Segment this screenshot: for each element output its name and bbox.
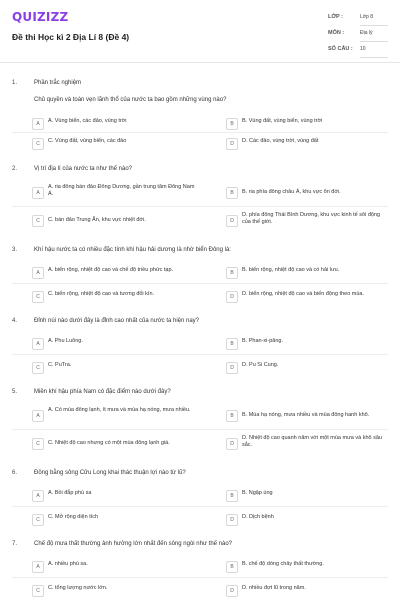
option-text: B. ria phía đông châu Á, khu vực ôn đới. (242, 189, 341, 195)
meta-label: LỚP : (328, 14, 343, 20)
question-text: Vị trí địa lí của nước ta như thế nào? (34, 166, 133, 172)
meta-underline (360, 57, 388, 58)
option-key: D (226, 514, 238, 526)
answer-option[interactable] (12, 512, 200, 526)
question-number: 4. (12, 318, 18, 324)
option-key: B (226, 338, 238, 350)
question-text: Miền khí hậu phía Nam có đặc điểm nào dưới đây? (34, 389, 171, 395)
answer-option[interactable] (206, 336, 388, 350)
answer-option[interactable] (12, 265, 200, 279)
option-key: C (32, 585, 44, 597)
option-key: D (226, 362, 238, 374)
option-text: C. biển rộng, nhiệt độ cao và tương đối kín. (48, 291, 155, 297)
question-5 (12, 389, 388, 459)
option-text: C. Nhiệt độ cao nhưng có một mùa đông lạnh giá. (48, 440, 170, 446)
answer-option[interactable] (206, 488, 388, 502)
option-text: A. Vùng biển, các đảo, vùng trời (48, 118, 127, 124)
option-text: C. PuTra. (48, 362, 72, 368)
section-title: Phần trắc nghiệm (34, 80, 82, 86)
option-text: C. Vùng đất, vùng biển, các đảo (48, 138, 127, 144)
answer-option[interactable] (12, 182, 200, 202)
question-text: Đỉnh núi nào dưới đây là đỉnh cao nhất của nước ta hiện nay? (34, 318, 200, 324)
header (0, 0, 400, 63)
divider (12, 132, 388, 133)
option-text: B. Ngập úng (242, 490, 273, 496)
option-key: D (226, 215, 238, 227)
answer-option[interactable] (206, 265, 388, 279)
option-key: B (226, 561, 238, 573)
option-text: B. Phan-xi-păng. (242, 338, 283, 344)
answer-option[interactable] (206, 182, 388, 202)
meta-underline (360, 25, 388, 26)
question-7 (12, 541, 388, 600)
option-key: D (226, 138, 238, 150)
divider (12, 506, 388, 507)
option-text: B. Vùng đất, vùng biển, vùng trời (242, 118, 323, 124)
option-text: D. Pu Si Cung. (242, 362, 279, 368)
option-key: A (32, 118, 44, 130)
answer-option[interactable] (12, 336, 200, 350)
question-number: 3. (12, 247, 18, 253)
answer-option[interactable] (206, 512, 388, 526)
divider (12, 354, 388, 355)
brand-text: QUIZIZZ (12, 10, 69, 24)
question-1 (12, 80, 388, 150)
option-key: B (226, 490, 238, 502)
answer-option[interactable] (12, 360, 200, 374)
question-number: 1. (12, 80, 18, 86)
divider (12, 206, 388, 207)
question-4 (12, 318, 388, 378)
option-text: A. Phu Luông. (48, 338, 83, 344)
option-text: B. biển rộng, nhiệt độ cao và có hải lưu. (242, 267, 340, 273)
question-text: Chế độ mưa thất thường ảnh hưởng lớn nhất đến sông ngòi như thế nào? (34, 541, 233, 547)
option-text: D. biển rộng, nhiệt độ cao và biến động theo mùa. (242, 291, 365, 297)
divider (12, 283, 388, 284)
question-3 (12, 247, 388, 307)
option-text: B. Mùa hạ nóng, mưa nhiều và mùa đông hanh khô. (242, 412, 370, 418)
question-number: 6. (12, 470, 18, 476)
answer-option[interactable] (12, 210, 200, 230)
brand-logo (12, 10, 68, 24)
question-6 (12, 470, 388, 530)
meta-value: 10 (360, 46, 366, 52)
question-text: Khí hậu nước ta có nhiều đặc tính khí hậu hải dương là nhờ biển Đông là: (34, 247, 231, 253)
option-key: A (32, 338, 44, 350)
option-key: D (226, 291, 238, 303)
option-key: B (226, 267, 238, 279)
option-text: A. Bồi đắp phù sa (48, 490, 92, 496)
question-text: Đồng bằng sông Cửu Long khai thác thuận lợi nào từ lũ? (34, 470, 186, 476)
answer-option[interactable] (206, 583, 388, 597)
meta-row-count (328, 46, 388, 60)
answer-option[interactable] (206, 289, 388, 303)
option-text: A. nhiều phù sa. (48, 561, 88, 567)
answer-option[interactable] (12, 433, 200, 453)
option-key: A (32, 410, 44, 422)
meta-panel (328, 14, 388, 56)
option-text: C. tổng lượng nước lớn. (48, 585, 108, 591)
answer-option[interactable] (206, 210, 388, 230)
meta-label: MÔN : (328, 30, 345, 36)
option-key: C (32, 514, 44, 526)
option-key: C (32, 438, 44, 450)
option-key: C (32, 215, 44, 227)
option-key: B (226, 118, 238, 130)
option-key: A (32, 561, 44, 573)
divider (12, 429, 388, 430)
option-key: A (32, 187, 44, 199)
option-text: B. chế độ dòng chảy thất thường. (242, 561, 324, 567)
option-key: B (226, 410, 238, 422)
answer-option[interactable] (206, 559, 388, 573)
meta-value: Lớp 8 (360, 14, 374, 20)
option-key: C (32, 291, 44, 303)
option-text: D. nhiều đợt lũ trong năm. (242, 585, 306, 591)
question-number: 5. (12, 389, 18, 395)
answer-option[interactable] (12, 488, 200, 502)
answer-option[interactable] (206, 116, 388, 130)
meta-row-subject (328, 30, 388, 44)
answer-option[interactable] (12, 583, 200, 597)
option-key: A (32, 267, 44, 279)
answer-option[interactable] (12, 289, 200, 303)
question-number: 2. (12, 166, 18, 172)
answer-option[interactable] (206, 405, 388, 425)
meta-underline (360, 41, 388, 42)
option-text: C. Mở rộng diện tích (48, 514, 99, 520)
divider (12, 577, 388, 578)
option-text: D. Dịch bệnh (242, 514, 274, 520)
page-title: Đề thi Học kì 2 Địa Lí 8 (Đề 4) (12, 32, 130, 42)
meta-value: Địa lý (360, 30, 373, 36)
meta-row-class (328, 14, 388, 28)
answer-option[interactable] (206, 433, 388, 453)
answer-option[interactable] (12, 116, 200, 130)
option-text: D. Các đảo, vùng trời, vùng đất (242, 138, 319, 144)
option-text: C. bán đảo Trung Ấn, khu vực nhiệt đới. (48, 217, 146, 223)
option-key: D (226, 438, 238, 450)
answer-option[interactable] (206, 136, 388, 150)
option-key: A (32, 490, 44, 502)
option-text: D. phía đông Thái Bình Dương, khu vực kinh tế sôi động của thế giới. (242, 212, 381, 225)
option-text: A. ria đông bán đảo Đông Dương, gần trung tâm Đông Nam Á. (48, 184, 195, 197)
question-number: 7. (12, 541, 18, 547)
option-key: C (32, 362, 44, 374)
option-text: D. Nhiệt độ cao quanh năm với một mùa mưa và khô sâu sắc. (242, 435, 382, 448)
option-text: A. Có mùa đông lạnh, ít mưa và mùa hạ nóng, mưa nhiều. (48, 407, 191, 413)
answer-option[interactable] (206, 360, 388, 374)
option-key: C (32, 138, 44, 150)
question-2 (12, 166, 388, 236)
meta-label: SỐ CÂU : (328, 46, 353, 52)
answer-option[interactable] (12, 136, 200, 150)
option-key: B (226, 187, 238, 199)
option-key: D (226, 585, 238, 597)
answer-option[interactable] (12, 405, 200, 425)
answer-option[interactable] (12, 559, 200, 573)
question-text: Chủ quyền và toàn vẹn lãnh thổ của nước ta bao gồm những vùng nào? (34, 97, 227, 103)
option-text: A. biển rộng, nhiệt độ cao và chế độ triều phức tạp. (48, 267, 174, 273)
